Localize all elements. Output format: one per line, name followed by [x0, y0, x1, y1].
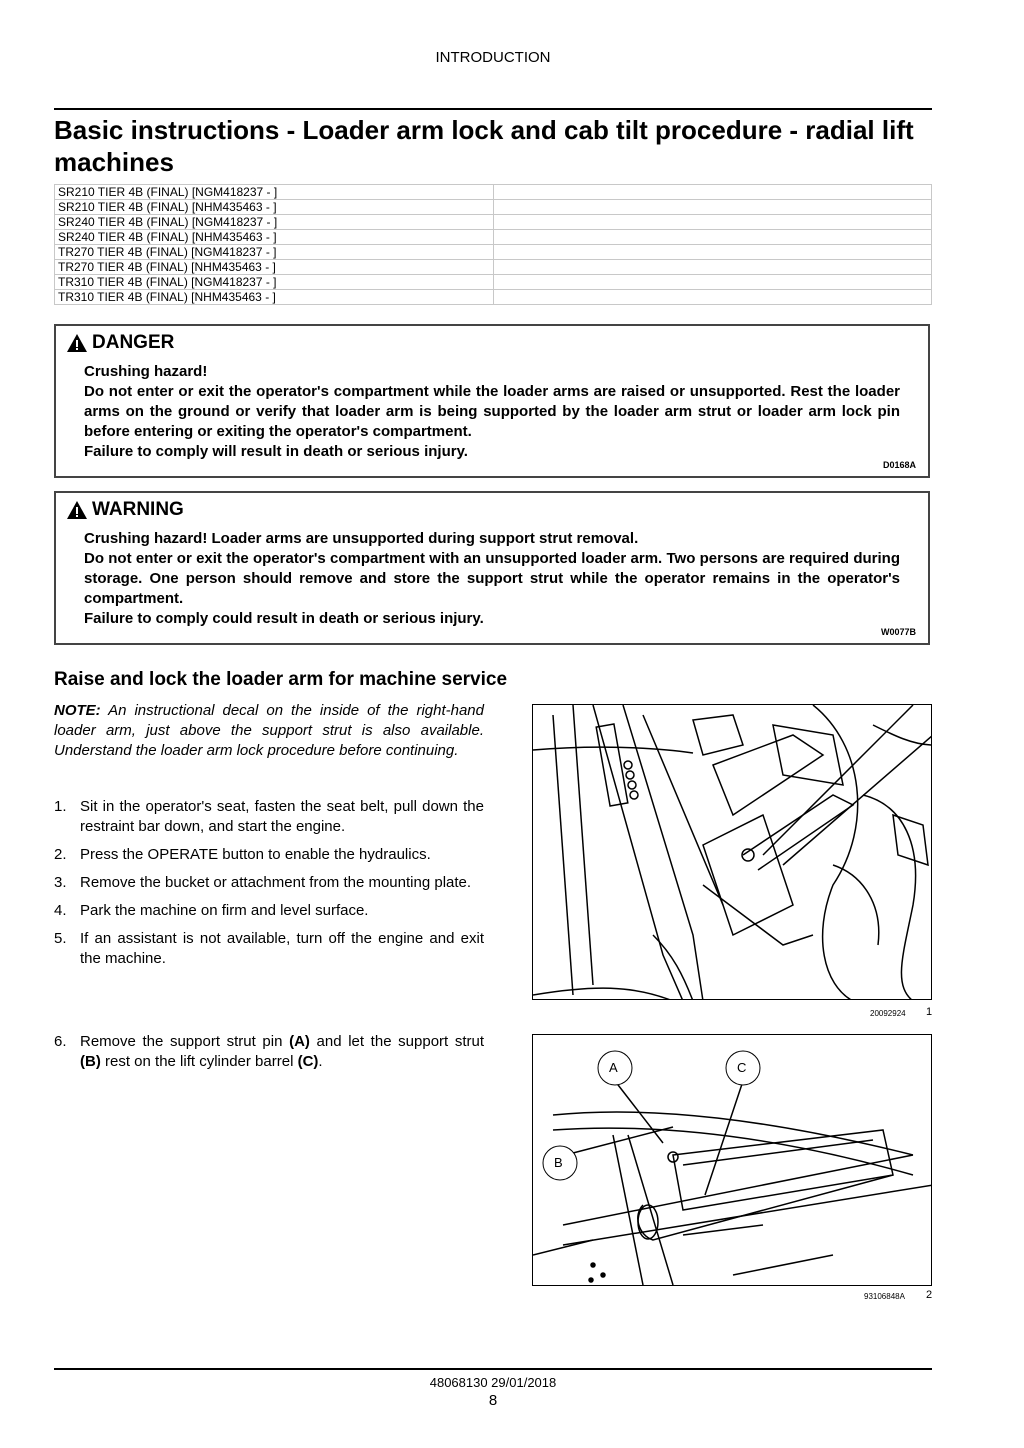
warning-heading [66, 499, 184, 521]
list-item [54, 929, 484, 969]
table-row [55, 275, 932, 290]
procedure-steps-continued [54, 1032, 484, 1080]
warning-label: WARNING [92, 499, 184, 520]
warning-line: Crushing hazard! Loader arms are unsupported during support strut removal. [84, 530, 639, 547]
table-row [55, 185, 932, 200]
danger-line: Failure to comply will result in death or serious injury. [84, 443, 468, 460]
model-cell: TR270 TIER 4B (FINAL) [NGM418237 - ] [55, 245, 494, 260]
table-row [55, 245, 932, 260]
model-cell: SR240 TIER 4B (FINAL) [NGM418237 - ] [55, 215, 494, 230]
model-cell: TR310 TIER 4B (FINAL) [NGM418237 - ] [55, 275, 494, 290]
danger-box [54, 324, 930, 478]
page-title: Basic instructions - Loader arm lock and cab tilt procedure - radial lift machines [54, 115, 914, 177]
danger-line: Do not enter or exit the operator's compartment while the loader arms are raised or unsupported. Rest the loader arms on the ground or verify that loader arm is being supported by the loader arm strut or loader arm lock pin before entering or exiting the operator's compartment. [84, 383, 900, 440]
warning-message [84, 529, 900, 629]
callout-c: C [737, 1060, 747, 1075]
figure-number: 2 [926, 1289, 933, 1301]
danger-message [84, 362, 900, 462]
table-row [55, 200, 932, 215]
step-number: 5. [54, 930, 67, 947]
model-cell: SR240 TIER 4B (FINAL) [NHM435463 - ] [55, 230, 494, 245]
callout-b: B [554, 1155, 563, 1170]
figure-strut-pin [532, 1034, 932, 1286]
step-number: 3. [54, 874, 67, 891]
danger-code: D0168A [882, 460, 916, 470]
table-row [55, 260, 932, 275]
step-text: Sit in the operator's seat, fasten the seat belt, pull down the restraint bar down, and start the engine. [80, 798, 484, 835]
bottom-divider [54, 1368, 932, 1370]
step-text: Park the machine on firm and level surface. [80, 902, 369, 919]
warning-line: Failure to comply could result in death or serious injury. [84, 610, 484, 627]
document-id: 48068130 29/01/2018 [429, 1375, 557, 1390]
note-paragraph [54, 701, 484, 761]
step-text: Remove the bucket or attachment from the mounting plate. [80, 874, 472, 891]
section-header: INTRODUCTION [435, 49, 551, 66]
callout-a: A [609, 1060, 618, 1075]
list-item [54, 1032, 484, 1072]
figure-number: 1 [926, 1006, 933, 1018]
loader-arm-illustration [533, 705, 932, 1000]
step-number: 6. [54, 1033, 67, 1050]
warning-box [54, 491, 930, 645]
warning-triangle-icon [66, 500, 88, 520]
model-cell: TR270 TIER 4B (FINAL) [NHM435463 - ] [55, 260, 494, 275]
model-cell: SR210 TIER 4B (FINAL) [NGM418237 - ] [55, 185, 494, 200]
danger-label: DANGER [92, 332, 175, 353]
table-row [55, 215, 932, 230]
step-number: 2. [54, 846, 67, 863]
list-item [54, 873, 484, 893]
model-cell: TR310 TIER 4B (FINAL) [NHM435463 - ] [55, 290, 494, 305]
danger-heading [66, 332, 174, 354]
figure-code: 20092924 [870, 1009, 906, 1018]
step-number: 1. [54, 798, 67, 815]
note-label: NOTE: [54, 702, 101, 719]
list-item [54, 845, 484, 865]
step-text: Remove the support strut pin (A) and let the support strut (B) rest on the lift cylinder barrel (C). [80, 1033, 485, 1070]
list-item [54, 901, 484, 921]
step-text: Press the OPERATE button to enable the hydraulics. [80, 846, 431, 863]
section-heading: Raise and lock the loader arm for machine service [54, 669, 508, 690]
page-number: 8 [488, 1392, 498, 1409]
procedure-steps [54, 797, 484, 977]
table-row [55, 230, 932, 245]
figure-loader-arm-strut [532, 704, 932, 1000]
top-divider [54, 108, 932, 110]
warning-line: Do not enter or exit the operator's compartment with an unsupported loader arm. Two persons are required during storage. One person should remove and store the support strut while the operator remains in the operator's compartment. [84, 550, 900, 607]
warning-triangle-icon [66, 333, 88, 353]
table-row [55, 290, 932, 305]
warning-code: W0077B [880, 627, 916, 637]
model-applicability-table [54, 184, 932, 305]
danger-line: Crushing hazard! [84, 363, 208, 380]
figure-code: 93106848A [864, 1292, 905, 1301]
step-text: If an assistant is not available, turn off the engine and exit the machine. [80, 930, 484, 967]
model-cell: SR210 TIER 4B (FINAL) [NHM435463 - ] [55, 200, 494, 215]
note-text: An instructional decal on the inside of the right-hand loader arm, just above the support strut is also available. Understand the loader arm lock procedure before continuing. [54, 702, 484, 759]
list-item [54, 797, 484, 837]
step-number: 4. [54, 902, 67, 919]
